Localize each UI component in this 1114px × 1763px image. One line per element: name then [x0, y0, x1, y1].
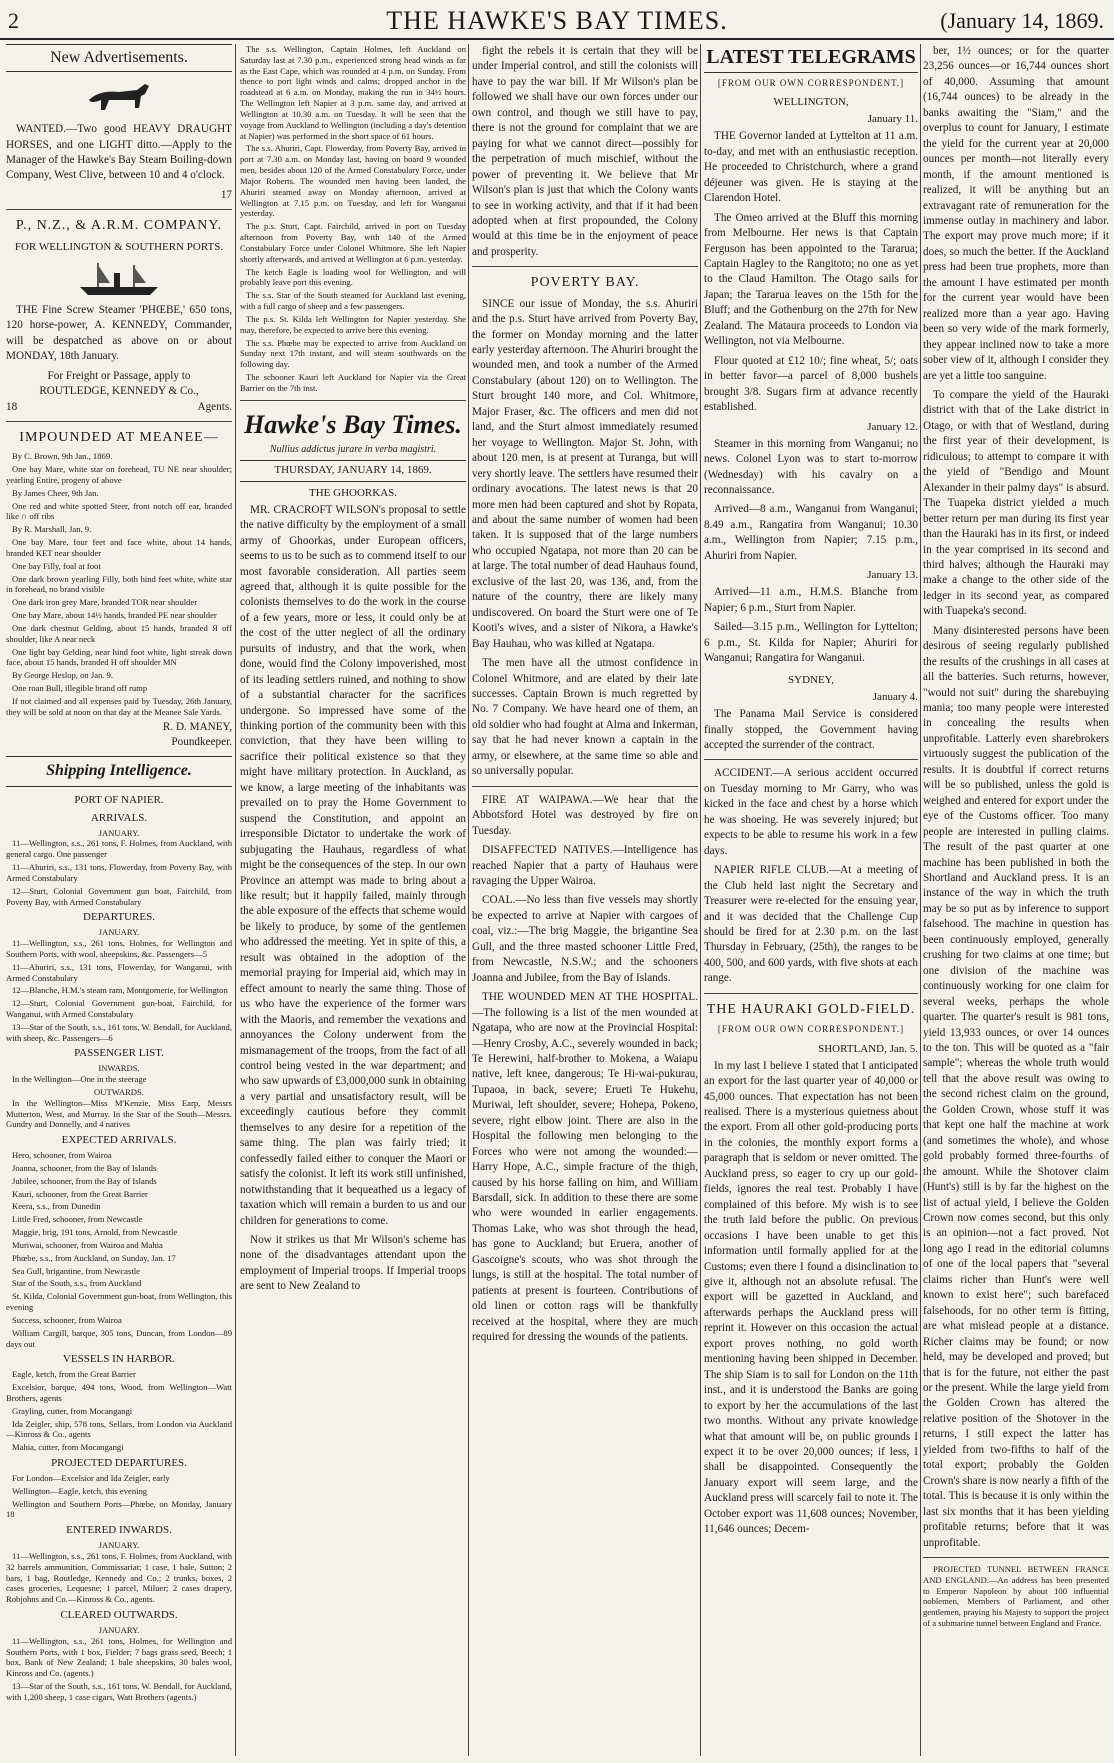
- phoebe-agents-label: Agents.: [197, 400, 232, 413]
- expected-heading: EXPECTED ARRIVALS.: [61, 1134, 177, 1147]
- wellington-news-3: [704, 585, 918, 666]
- cleared-heading: CLEARED OUTWARDS.: [60, 1609, 178, 1622]
- projected-list: [6, 1473, 232, 1520]
- divider: [704, 993, 918, 994]
- impound-entry: By C. Brown, 9th Jan., 1869.: [12, 451, 113, 462]
- masthead: [0, 0, 1114, 40]
- impound-signature: R. D. MANEY,: [162, 720, 232, 733]
- gold-paragraph: To compare the yield of the Hauraki district with that of the Lake district in Otago, or with that of Westland, during the first year of their development, is ridiculous; to attempt to compare it with the yield of "Bendigo and Mount Alexander in their palmy days" is absurd. The Tuapeka district yielded a much better return per man during its first year than the Hauraki has in its first, or indeed in the year comprised in its second and third halves; although the Hauraki may make a change to the other side of the ledger in its second year, as compared with Tuapeka's second.: [923, 388, 1109, 618]
- vessels-list: [6, 1369, 232, 1453]
- editorial-article: [240, 503, 466, 1295]
- brief-paragraph: DISAFFECTED NATIVES.—Intelligence has reached Napier that a party of Hauhaus were ravaging the Upper Wairoa.: [472, 844, 698, 887]
- expected-entry: Star of the South, s.s., from Auckland: [12, 1278, 142, 1289]
- telegram-paragraph: Arrived—8 a.m., Wanganui from Wanganui; 8.49 a.m., Rangatira from Wanganui; 10.30 a.m., Wellington from Napier; 7.15 p.m., Ahuriri from Napier.: [704, 503, 918, 562]
- passenger-outwards: OUTWARDS.: [94, 1087, 144, 1097]
- expected-entry: Muriwai, schooner, from Wairoa and Mahia: [12, 1239, 163, 1250]
- shipping-paragraph: The s.s. Star of the South steamed for Auckland last evening, with a full cargo of sheep and a few passengers.: [240, 290, 466, 312]
- wellington-date-1: January 11.: [867, 113, 918, 126]
- divider: [6, 209, 232, 210]
- impound-entry: If not claimed and all expenses paid by Tuesday, 26th January, they will be sold at noon on that day at the Meanee Sale Yards.: [6, 695, 232, 717]
- impound-entry: One red and white spotted Steer, front notch off ear, branded like ∩ off ribs: [6, 500, 232, 522]
- projected-entry: Wellington—Eagle, ketch, this evening: [12, 1485, 148, 1496]
- column-2: [240, 44, 466, 1756]
- gold-field-place: SHORTLAND, Jan. 5.: [818, 1042, 918, 1055]
- gold-field-correspondent: [FROM OUR OWN CORRESPONDENT.]: [717, 1024, 905, 1035]
- paper-name: THE HAWKE'S BAY TIMES.: [386, 6, 728, 35]
- phoebe-signature: [6, 400, 232, 415]
- impound-entry: One dark brown yearling Filly, both hind feet white, white star in forehead, no brand visible: [6, 573, 232, 595]
- brief-paragraph: THE WOUNDED MEN AT THE HOSPITAL.—The following is a list of the men wounded at Ngatapa, who are now at the Provincial Hospital:—Henry Crosby, A.C., severely wounded in back; Te Herewini, half-brother to Mokena, a Waiapu native, left knee, dangerous; Te Hi-wai-pukurau, Tupaoa, in back, severe; Erueti Te Hukehu, Muriwai, left shoulder, severe; Hohepa, Pokeno, severe, right elbow joint. There are also in the Hospital the following men belonging to the Forces who were not among the wounded:—Harry Hope, A.C., simple fracture of the thigh, caused by his horse falling on him, and William Barsdall, sick. In addition to these there are some who were wounded in earlier engagements. Thomas Lake, who was shot through the head, has gone to Auckland; but Eruera, another of Gascoigne's scouts, who was shot through the lungs, is still at the hospital. The total number of patients at present is fourteen. Contributions of old linen or cotton rags will be thankfully received at the hospital, where they are much required for dressing the wounds of the patients.: [472, 991, 698, 1344]
- divider: [704, 759, 918, 760]
- impound-signature-title: Poundkeeper.: [171, 735, 232, 748]
- shipping-news: [240, 44, 466, 394]
- expected-entry: Hero, schooner, from Wairoa: [12, 1150, 112, 1161]
- new-ads-heading: New Advertisements.: [6, 44, 232, 72]
- impound-entry: By R. Marshall, Jan. 9.: [12, 524, 92, 535]
- column-3: [472, 44, 698, 1756]
- telegrams-heading: LATEST TELEGRAMS: [704, 44, 918, 73]
- arrival-entry: 11—Wellington, s.s., 261 tons, F. Holmes, from Auckland, with general cargo. One passenger: [6, 838, 232, 860]
- horse-icon: [79, 78, 159, 118]
- departure-entry: 12—Sturt, Colonial Government gun-boat, Fairchild, for Wanganui, with Armed Constabulary: [6, 998, 232, 1019]
- column-rule: [235, 44, 236, 1756]
- expected-entry: Joanna, schooner, from the Bay of Islands: [12, 1163, 157, 1173]
- shipping-paragraph: The p.s. St. Kilda left Wellington for Napier yesterday. She may, therefore, be expected to arrive here this evening.: [240, 313, 466, 335]
- paper-motto: Nullius addictus jurare in verba magistri.: [269, 443, 437, 455]
- impound-entry: One bay Filly, foal at foot: [12, 560, 101, 571]
- expected-entry: Maggie, brig, 191 tons, Arnold, from Newcastle: [12, 1227, 178, 1238]
- telegram-paragraph: The Omeo arrived at the Bluff this morning from Melbourne. Her news is that Captain Ferguson has been appointed to the Tararua; Captain Hagley to the Rangitoto; no one as yet to the Claud Hamilton. The Otago sails for Japan; the Tararua leaves on the 15th for the Bluff; and the Gothenburg on the 27th for New Zealand. The Mataura proceeds to London via Wellington, not via Melbourne.: [704, 211, 918, 348]
- column-4: [704, 44, 918, 1756]
- departure-entry: 13—Star of the South, s.s., 161 tons, W. Bendall, for Auckland, with sheep, &c. Passengers—6: [6, 1021, 232, 1043]
- expected-entry: Phœbe, s.s., from Auckland, on Sunday, Jan. 17: [12, 1252, 176, 1263]
- expected-entry: Little Fred, schooner, from Newcastle: [12, 1214, 143, 1225]
- company-subheading: FOR WELLINGTON & SOUTHERN PORTS.: [14, 240, 224, 253]
- phoebe-agents: ROUTLEDGE, KENNEDY & Co.,: [39, 385, 199, 398]
- expected-list: [6, 1150, 232, 1349]
- projected-entry: For London—Excelsior and Ida Zeigler, early: [12, 1472, 170, 1483]
- gold-paragraph: Many disinterested persons have been desirous of seeing regularly published the results of the crushings in all cases at all the batteries. Such returns, however, "would not suit" during the sharebuying mania; too many people were interested in concealing the results when unprofitable. Latterly even sharebrokers virtuously suggest the publication of the results. It is doubtful if correct returns will be so published, unless the gold is weighed and entered for export under the eye of the Customs officer. Too many people are interested in pulling claims. The result of the past quarter at one machine has been published in both the Shortland and Auckland press. It is an instance of the way in which the truth may be so put as by inference to support falsehood. The machine in question has been continuously employed, generally crushing for two claims at one time; but one division of the machine was continuously working for one claim for several weeks, perhaps the whole quarter. The quarter's result is 981 tons, yield 13,933 ounces, or over 14 ounces to the ton. This will be quoted as a "fair sample"; whereas the whole truth would tell that the above result was owing to the second richest claim on the ground, the Golden Crown, whose stuff it was that kept one half the machine at work (and sometimes the whole), and whose gold probably formed three-fourths of the amount. While the Shotover claim (Hunt's) still is by far the highest on the list of actual yield, I believe the Golden Crown now comes second, but this only is an opinion—not a fact proved. Not long ago I read in the editorial columns of one of the local papers that "several claims richer than Hunt's were well known to exist here"; such barefaced falsehoods, for no other term is fitting, are what mislead people at a distance. Richer claims may be found; or now held, may be developed and proved; but that is for the future, not either the past or the present. While the large yield from the Golden Crown has altered the relative position of the Shotover in the returns, I still expect the latter has yielded from two-fifths to half of the total export; probably the Golden Crown's share is now nearly a fifth of the total. This is because it is only within the last six months that it has been yielding profitable returns; before that it was unprofitable.: [923, 624, 1109, 1549]
- phoebe-ad: THE Fine Screw Steamer 'PHŒBE,' 650 tons, 120 horse-power, A. KENNEDY, Commander, will be despatched as above on or about MONDAY, 18th January.: [6, 303, 232, 363]
- impound-entry: By George Heslop, on Jan. 9.: [12, 670, 114, 681]
- divider: [6, 421, 232, 422]
- telegram-paragraph: Flour quoted at £12 10/; fine wheat, 5/; oats in better favor—a parcel of 8,000 bushels brought 3/8. Sugars firm at advance recently established.: [704, 354, 918, 414]
- departure-entry: 12—Blanche, H.M.'s steam ram, Montgomerie, for Wellington: [12, 985, 228, 996]
- passenger-heading: PASSENGER LIST.: [74, 1047, 164, 1060]
- passenger-out: In the Wellington—Miss M'Kenzie, Miss Earp, Messrs Mutterton, West, and Murray. In the Star of the South—Messrs. Gundry and Donnelly, and 4 natives: [6, 1097, 232, 1130]
- phoebe-freight: For Freight or Passage, apply to: [47, 369, 191, 382]
- impound-entry: One roan Bull, illegible brand off rump: [12, 683, 148, 694]
- local-paragraph: NAPIER RIFLE CLUB.—At a meeting of the Club held last night the Secretary and Treasurer were re-elected for the ensuing year, and it was decided that the Challenge Cup should be fired for at 2.30 p.m. on the last Thursday in February, (25th), the ranges to be 400, 500, and 600 yards, with five shots at each range.: [704, 864, 918, 985]
- article-paragraph: MR. CRACROFT WILSON's proposal to settle the native difficulty by the employment of a small army of Ghoorkas, under European officers, seems to us to be such as to commend itself to our most favorable consideration. All parties seem agreed that, although it is quite possible for the colonists themselves to do the work in the course of a few years, more or less, it could only be at the cost of the utter neglect of all the ordinary pursuits of industry, and that the work, when done, would find the Colony impoverished, most of its leading settlers ruined, and nothing to show of a substantial character for the sacrifices undergone. So impressed have some of the thinking portion of the community been with this conviction, that they have been willing to sacrifice their political existence so that they might have military protection. In Auckland, as we know, a large meeting of the inhabitants was prevailed on to pray the Home Government to suspend the Constitution, and appoint an irresponsible Dictator to undertake the work of subjugating the Hauhaus, regardless of what might be the consequences of the step. In our own Province an attempt was made to bring about a like result; but it happily failed, mainly through the able exposure of the effects that scheme would be likely to produce, by some of the gentlemen who addressed the meeting. Yet in spite of this, a result was obtained in the adoption of the memorial praying for Imperial aid, which may in effect amount to nearly the same thing. Those of us who have the experience of the former wars with the Maoris, and remember the vexations and annoyances the Colony underwent from the mismanagement of the troops, from the fact of all control being vested in the war department; and who saw upwards of £3,000,000 sunk in obtaining a very partial and unsatisfactory result, will be exceedingly cautious before they commit themselves to any desire for a repetition of the same thing. The plan was fairly tried; it confessedly failed either to conquer the Maori or satisfy the colonist. It left its work still unfinished, notwithstanding that it bequeathed us a legacy of taxation which will remain a burden to us and our children for generations to come.: [240, 503, 466, 1227]
- departures-list: [6, 938, 232, 1043]
- wanted-number: 17: [220, 188, 232, 201]
- expected-entry: Jubilee, schooner, from the Bay of Islands: [12, 1175, 157, 1186]
- issue-dateline: THURSDAY, JANUARY 14, 1869.: [240, 460, 466, 481]
- gold-field-continuation: [923, 44, 1109, 1551]
- shipping-paragraph: The s.s. Ahuriri, Capt. Flowerday, from Poverty Bay, arrived in port at 7.30 a.m. on Monday last, having on board 9 wounded men, besides about 120 of the Armed Constabulary Force, under Major Roberts. The wounded men having been landed, the Ahuriri steamed away on Monday afternoon, arrived at Wellington at 7.15 p.m. on Tuesday, and left for Wanganui yesterday.: [240, 143, 466, 219]
- arrivals-month: JANUARY.: [98, 827, 140, 838]
- poverty-bay-heading: POVERTY BAY.: [530, 275, 640, 291]
- entered-month: JANUARY.: [98, 1540, 140, 1551]
- cleared-list: [6, 1636, 232, 1703]
- impound-entry: One light bay Gelding, near hind foot white, light streak down face, about 15 hands, branded H off shoulder MN: [6, 646, 232, 668]
- impound-entry: One dark iron grey Mare, branded TOR near shoulder: [12, 597, 198, 608]
- projected-heading: PROJECTED DEPARTURES.: [51, 1457, 187, 1470]
- company-heading: P., N.Z., & A.R.M. COMPANY.: [15, 218, 223, 234]
- shipping-list: [6, 812, 232, 1703]
- port-heading: PORT OF NAPIER.: [74, 793, 164, 806]
- sydney-place: SYDNEY,: [788, 673, 834, 686]
- column-5: [923, 44, 1109, 1756]
- projected-entry: Wellington and Southern Ports—Phœbe, on Monday, January 18: [6, 1498, 232, 1520]
- divider: [472, 786, 698, 787]
- wellington-place: WELLINGTON,: [773, 96, 849, 108]
- expected-entry: St. Kilda, Colonial Government gun-boat, from Wellington, this evening: [6, 1291, 232, 1313]
- arrivals-heading: ARRIVALS.: [90, 811, 148, 824]
- wellington-date-2: January 12.: [867, 420, 918, 433]
- impound-entry: One bay Mare, four feet and face white, about 14 hands, branded KET near shoulder: [6, 537, 232, 558]
- column-1: [6, 44, 232, 1756]
- brief-paragraph: COAL.—No less than five vessels may shortly be expected to arrive at Napier with cargoes of coal, viz.:—The brig Maggie, the brigantine Sea Gull, and the three masted schooner Little Fred, from Newcastle, N.S.W.; and the schooners Joanna and Jubilee, from the Bay of Islands.: [472, 894, 698, 984]
- brief-paragraph: FIRE AT WAIPAWA.—We hear that the Abbotsford Hotel was destroyed by fire on Tuesday.: [472, 793, 698, 837]
- paper-title: Hawke's Bay Times.: [244, 409, 462, 439]
- column-rule: [920, 44, 921, 1756]
- vessel-entry: Mahia, cutter, from Mocangangi: [12, 1442, 124, 1453]
- tunnel-news: PROJECTED TUNNEL BETWEEN FRANCE AND ENGLAND.—An address has been presented to Emperor Napoleon by about 100 influential noblemen, Members of Parliament, and other gentlemen, praying his Majesty to support the project of a submarine tunnel between England and France.: [923, 1563, 1109, 1629]
- departures-month: JANUARY.: [98, 927, 140, 938]
- arrival-entry: 11—Ahuriri, s.s., 131 tons, Flowerday, from Poverty Bay, with Armed Constabulary: [6, 862, 232, 883]
- local-news: [704, 766, 918, 986]
- local-briefs: [472, 793, 698, 1346]
- vessel-entry: Eagle, ketch, from the Great Barrier: [12, 1369, 136, 1380]
- steamer-icon: [74, 259, 164, 299]
- wellington-news-2: [704, 437, 918, 565]
- column-rule: [700, 44, 701, 1756]
- arrivals-list: [6, 838, 232, 907]
- divider: [472, 266, 698, 267]
- vessel-entry: Grayling, cutter, from Mocangangi: [12, 1405, 133, 1416]
- vessel-entry: Ida Zeigler, ship, 578 tons, Sellars, from London via Auckland—Kinross & Co., agents: [6, 1418, 232, 1440]
- cleared-entry: 13—Star of the South, s.s., 161 tons, W. Bendall, for Auckland, with 1,200 sheep, 1 case cigars, Watt Brothers (agents.): [6, 1681, 232, 1702]
- poverty-paragraph: The men have all the utmost confidence in Colonel Whitmore, and are elated by their late successes. Captain Brown is much regretted by No. 7 Company. We have heard one of them, an old soldier who had fought at Alma and Inkerman, say that he had never known a captain in the army, or elsewhere, at the same time so able and so universally popular.: [472, 657, 698, 778]
- expected-entry: Kauri, schooner, from the Great Barrier: [12, 1188, 148, 1199]
- shipping-paragraph: The s.s. Wellington, Captain Holmes, left Auckland on Saturday last at 7.30 p.m., experienced strong head winds as far as the East Cape, which was rounded at 4 p.m. on Sunday. From thence to port light winds and calms; dropped anchor in the roadstead at 6 a.m. on Monday, making the run in 34½ hours. The Wellington left Napier at 3 p.m. same day, and arrived at Wellington at 10.30 a.m. on Tuesday. It will be seen that the voyage from Auckland to Wellington (including a day's detention at Napier) was performed in the short space of 61 hours.: [240, 44, 466, 141]
- telegram-paragraph: Sailed—3.15 p.m., Wellington for Lyttelton; 6 p.m., St. Kilda for Napier; Ahuriri for Wanganui; Rangatira for Wanganui.: [704, 621, 918, 665]
- gold-paragraph: ber, 1½ ounces; or for the quarter 23,256 ounces—or 16,744 ounces short of 40,000. Assuming that amount (16,744 ounces) to be already in the banks awaiting the "Siam," and the overplus to count for January, I estimate the yield for the current year at 20,000 ounces per month—not literally every month, if the amount mentioned is realized, it will be anything but an extravagant rate of remuneration for the immense outlay in machinery and labor. The export may prove much more; if it does, so much the better. If the Auckland press had been true prophets, more than the amount I have estimated per month for the current year would have been realized more than a year ago. Having been so very wide of the mark formerly, they appear inclined now to take a more sober view of it, although I consider they are yet a little too sanguine.: [923, 45, 1109, 382]
- vessels-heading: VESSELS IN HARBOR.: [62, 1353, 176, 1366]
- shipping-paragraph: The ketch Eagle is loading wool for Wellington, and will probably leave port this evening.: [240, 266, 466, 288]
- departures-heading: DEPARTURES.: [83, 911, 155, 924]
- departure-entry: 11—Wellington, s.s., 261 tons, Holmes, for Wellington and Southern Ports, with wool, sheepskins, &c. Passengers—5: [6, 938, 232, 959]
- divider: [923, 1557, 1109, 1558]
- cleared-month: JANUARY.: [98, 1624, 140, 1635]
- wellington-date-3: January 13.: [867, 569, 918, 582]
- local-paragraph: ACCIDENT.—A serious accident occurred on Tuesday morning to Mr Garry, who was kicked in the face and chest by a horse which he was shoeing. He was severely injured; but expects to be able to resume his work in a few days.: [704, 767, 918, 857]
- poverty-paragraph: SINCE our issue of Monday, the s.s. Ahuriri and the p.s. Sturt have arrived from Poverty Bay, the former on Monday morning and the latter early yesterday afternoon. The Ahuriri brought the wounded men, and took a number of the Armed Constabulary (about 120) on to Wellington. The Sturt brought 140 more, and Col. Whitmore, Major Fraser, &c. The officers and men did not land, and the Sturt almost immediately resumed her voyage to Wellington. Major St. John, with about 120 men, is at present at Turanga, but will very shortly leave. The settlers have resumed their ordinary avocations. The latest news is that 20 more men had been captured and shot by Ropata, and about the same number of women had been taken. It is supposed that of the large numbers who occupied Ngatapa, not more than 20 can be at large. The total number of dead Hauhaus found, exclusive of the last 20, was 136, and, from the nature of the country, there are likely many undiscovered. On board the Sturt were one of Te Kooti's wives, and a sister of Nikora, a Hawke's Bay Hauhau, who was killed at Ngatapa.: [472, 297, 698, 650]
- impound-list: [6, 451, 232, 717]
- departure-entry: 11—Ahuriri, s.s., 131 tons, Flowerday, for Wanganui, with Armed Constabulary: [6, 961, 232, 983]
- column-rule: [468, 44, 469, 1756]
- passenger-inwards: INWARDS.: [98, 1063, 140, 1074]
- gold-field-heading: THE HAURAKI GOLD-FIELD.: [706, 1001, 916, 1017]
- vessel-entry: Excelsior, barque, 494 tons, Wood, from Wellington—Watt Brothers, agents: [6, 1382, 232, 1403]
- article-heading: THE GHOORKAS.: [309, 486, 397, 499]
- impounded-heading: IMPOUNDED AT MEANEE—: [19, 430, 219, 445]
- issue-date-top: (January 14, 1869.: [940, 8, 1104, 33]
- telegram-paragraph: Steamer in this morning from Wanganui; no news. Colonel Lyon was to start to-morrow (Wednesday) with his cavalry on a reconnaissance.: [704, 437, 918, 497]
- impound-entry: One dark chestnut Gelding, about 15 hands, branded Я off shoulder, like A near neck: [6, 622, 232, 644]
- sydney-news: The Panama Mail Service is considered finally stopped, the Government having accepted the surrender of the contract.: [704, 708, 918, 751]
- impound-entry: One bay Mare, about 14½ hands, branded PE near shoulder: [12, 610, 217, 621]
- article-paragraph: Now it strikes us that Mr Wilson's scheme has none of the disadvantages attendant upon the employment of Imperial troops. If Imperial troops are sent to New Zealand to: [240, 1233, 466, 1293]
- arrival-entry: 12—Sturt, Colonial Government gun boat, Fairchild, from Poverty Bay, with Armed Constabulary: [6, 885, 232, 907]
- passenger-in: In the Wellington—One in the steerage: [12, 1074, 147, 1085]
- impound-entry: One bay Mare, white star on forehead, TU NE near shoulder; yearling Entire, progeny of above: [6, 464, 232, 485]
- phoebe-number: 18: [6, 400, 18, 413]
- wellington-news-1: [704, 129, 918, 415]
- telegram-paragraph: Arrived—11 a.m., H.M.S. Blanche from Napier; 6 p.m., Sturt from Napier.: [704, 586, 918, 614]
- shipping-paragraph: The p.s. Sturt, Capt. Fairchild, arrived in port on Tuesday afternoon from Poverty Bay, with 140 of the Armed Constabulary Force under Colonel Whitmore. She left Napier shortly afterwards, and arrived at Wellington at 6 p.m. yesterday.: [240, 221, 466, 264]
- expected-entry: Keera, s.s., from Dunedin: [12, 1201, 101, 1212]
- expected-entry: Success, schooner, from Wairoa: [12, 1314, 122, 1325]
- expected-entry: William Cargill, barque, 305 tons, Duncan, from London—89 days out: [6, 1327, 232, 1349]
- divider: [240, 400, 466, 401]
- wanted-ad: WANTED.—Two good HEAVY DRAUGHT HORSES, and one LIGHT ditto.—Apply to the Manager of the Hawke's Bay Steam Boiling-down Company, West Clive, between 10 and 4 o'clock.: [6, 123, 232, 182]
- editorial-continuation: fight the rebels it is certain that they will be under Imperial control, and still the colonists will have to pay the war bill. If Mr Wilson's plan be followed we shall have our own forces under our own control, and though we still have to pay, there is not the ground for complaint that we are paying for what we cannot direct—possibly for the perpetration of much mischief, without the power of preventing it. We believe that Mr Wilson's plan is just that which the Colony wants to see in working activity, and that if it had been adopted when at first propounded, the Colony would at this time be in the enjoyment of peace and prosperity.: [472, 45, 698, 258]
- gold-field-article: In my last I believe I stated that I anticipated an export for the last quarter year of 40,000 or 45,000 ounces. That expectation has not been realised. There is a mysterious quietness about the export. From all other gold-producing ports in the colonies, the monthly export forms a paragraph that is seldom or never omitted. The Auckland press, so eager to cry up our gold-fields, ignores the real test. Probably I have complained of this before. My wish is to see the truth laid before the public. On previous occasions I have been unable to get this information until formally applied for at the Customs; even there I found a disinclination to give it, although not an absolute refusal. The export will be gazetted in Auckland, and afterwards perhaps the Auckland press will reprint it. However on this occasion the actual export proves nothing, no gold worth mentioning having been shipped in December. The ship Siam is to sail for London on the 11th inst., and it is understood the Banks are going to export by her the accumulations of the last two months. Without any private knowledge what that amount will be, on public grounds I expect it to be over 20,000 ounces; if less, I shall be disappointed. Consequently the January export will seem large, and the Auckland press will scarcely fail to note it. The October export was 11,608 ounces; November, 11,646 ounces; Decem-: [704, 1059, 918, 1536]
- telegrams-correspondent: [FROM OUR OWN CORRESPONDENT.]: [717, 77, 905, 88]
- telegram-paragraph: THE Governor landed at Lyttelton at 11 a.m. to-day, and met with an enthusiastic reception. He proceeded to Christchurch, where a grand déjeuner was given. He is staying at the Clarendon Hotel.: [704, 130, 918, 205]
- cleared-entry: 11—Wellington, s.s., 261 tons, Holmes, for Wellington and Southern Ports, with 1 box, Fielder; 7 bags grass seed, Beech; 1 box, Bank of New Zealand; 1 bale sheepskins, 30 bales wool, Kinross and Co. (agents.): [6, 1635, 232, 1679]
- entered-heading: ENTERED INWARDS.: [66, 1524, 172, 1537]
- shipping-paragraph: The schooner Kauri left Auckland for Napier via the Great Barrier on the 7th inst.: [240, 372, 466, 393]
- sydney-date: January 4.: [872, 690, 918, 703]
- entered-text: 11—Wellington, s.s., 261 tons, F. Holmes, from Auckland, with 32 barrels ammunition, Commissariat; 1 case, 1 bale, Sutton; 2 bars, 1 bag, Routledge, Kennedy and Co.; 2 trunks, boxes, 2 cases groceries, Lequesne; 1 parcel, Miluer; 2 cases drapery, Robjohns and Co.—Kinross & Co., agents.: [6, 1550, 232, 1605]
- poverty-bay-article: [472, 297, 698, 780]
- impound-entry: By James Cheer, 9th Jan.: [12, 487, 99, 498]
- page-number: 2: [8, 8, 19, 33]
- shipping-heading: Shipping Intelligence.: [6, 756, 232, 786]
- expected-entry: Sea Gull, brigantine, from Newcastle: [12, 1265, 140, 1276]
- shipping-paragraph: The s.s. Phœbe may be expected to arrive from Auckland on Sunday next 17th instant, and will steam southwards on the following day.: [240, 337, 466, 370]
